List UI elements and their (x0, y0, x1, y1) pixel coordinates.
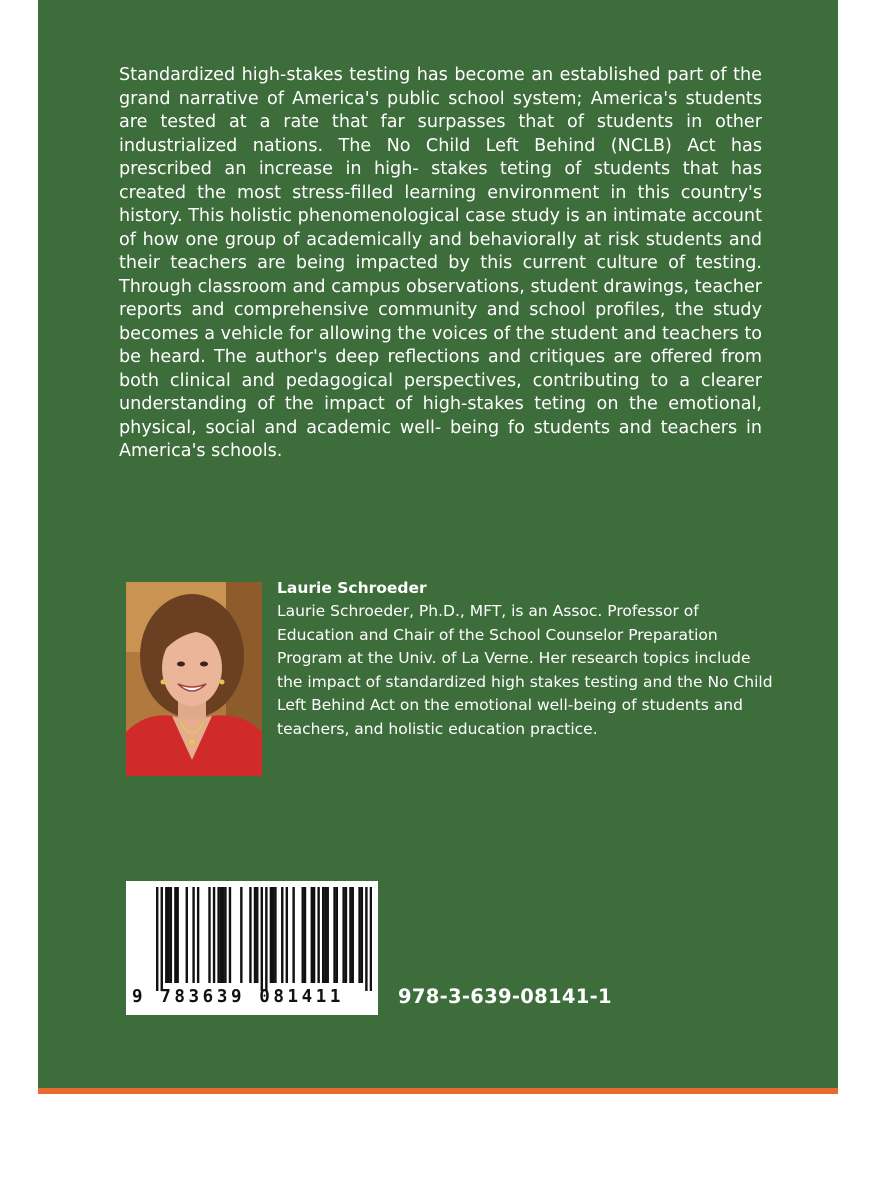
barcode-bar (167, 887, 169, 983)
barcode-bar (249, 887, 251, 983)
barcode-bar (213, 887, 215, 983)
barcode-bar (317, 887, 319, 983)
author-bio: Laurie Schroeder, Ph.D., MFT, is an Assoc. Professor of Education and Chair of the School Counselor Preparation Program at the Univ. of La Verne. Her research topics include the impact of standardized high stakes testing and the No Child Left Behind Act on the emotional well-being of students and teachers, and holistic education practice. (277, 602, 773, 738)
barcode-bar (186, 887, 188, 983)
back-cover (38, 0, 838, 1090)
barcode-bar (313, 887, 315, 983)
barcode-bar (342, 887, 344, 983)
barcode-bar (365, 887, 367, 991)
barcode-bar (254, 887, 256, 983)
barcode-bar (165, 887, 167, 983)
author-photo (126, 582, 262, 776)
barcode-bar (265, 887, 267, 991)
barcode-bar (197, 887, 199, 983)
barcode-bar (270, 887, 272, 983)
barcode (126, 881, 378, 1015)
barcode-bar (156, 887, 158, 991)
barcode-bar (261, 887, 263, 991)
barcode-bar (286, 887, 288, 983)
bottom-accent-stripe (38, 1088, 838, 1094)
barcode-bar (358, 887, 360, 983)
barcode-bar (274, 887, 276, 983)
author-name: Laurie Schroeder (277, 579, 427, 597)
barcode-bar (217, 887, 219, 983)
barcode-bar (311, 887, 313, 983)
barcode-bar (345, 887, 347, 983)
barcode-bar (229, 887, 231, 983)
barcode-bar (222, 887, 224, 983)
barcode-bar (336, 887, 338, 983)
barcode-bar (281, 887, 283, 983)
barcode-bar (322, 887, 324, 983)
barcode-bar (161, 887, 163, 991)
barcode-bar (292, 887, 294, 983)
barcode-bar (192, 887, 194, 983)
barcode-bar (324, 887, 326, 983)
barcode-digits: 9 783639 081411 (132, 987, 345, 1007)
barcode-bar (370, 887, 372, 991)
barcode-bar (349, 887, 351, 983)
barcode-bar (256, 887, 258, 983)
barcode-bar (208, 887, 210, 983)
author-portrait-image (126, 582, 262, 776)
barcode-bar (272, 887, 274, 983)
barcode-bar (170, 887, 172, 983)
barcode-bar (176, 887, 178, 983)
barcode-bar (327, 887, 329, 983)
barcode-bar (352, 887, 354, 983)
barcode-bar (174, 887, 176, 983)
barcode-bar (304, 887, 306, 983)
book-description: Standardized high-stakes testing has become an established part of the grand narrative of America's public school system; America's students are tested at a rate that far surpasses that of students in other industrialized nations. The No Child Left Behind (NCLB) Act has prescribed an increase in high- stakes teting of students that has created the most stress-filled learning environment in this country's history. This holistic phenomenological case study is an intimate account of how one group of academically and behaviorally at risk students and their teachers are being impacted by this current culture of testing. Through classroom and campus observations, student drawings, teacher reports and comprehensive community and school profiles, the study becomes a vehicle for allowing the voices of the student and teachers to be heard. The author's deep reflections and critiques are offered from both clinical and pedagogical perspectives, contributing to a clearer understanding of the impact of high-stakes teting on the emotional, physical, social and academic well- being fo students and teachers in America's schools. (119, 65, 762, 461)
isbn-number: 978-3-639-08141-1 (398, 985, 612, 1008)
barcode-bar (220, 887, 222, 983)
barcode-bar (240, 887, 242, 983)
barcode-bar (302, 887, 304, 983)
barcode-bar (361, 887, 363, 983)
barcode-bars (156, 887, 372, 991)
barcode-bar (224, 887, 226, 983)
barcode-bar (333, 887, 335, 983)
